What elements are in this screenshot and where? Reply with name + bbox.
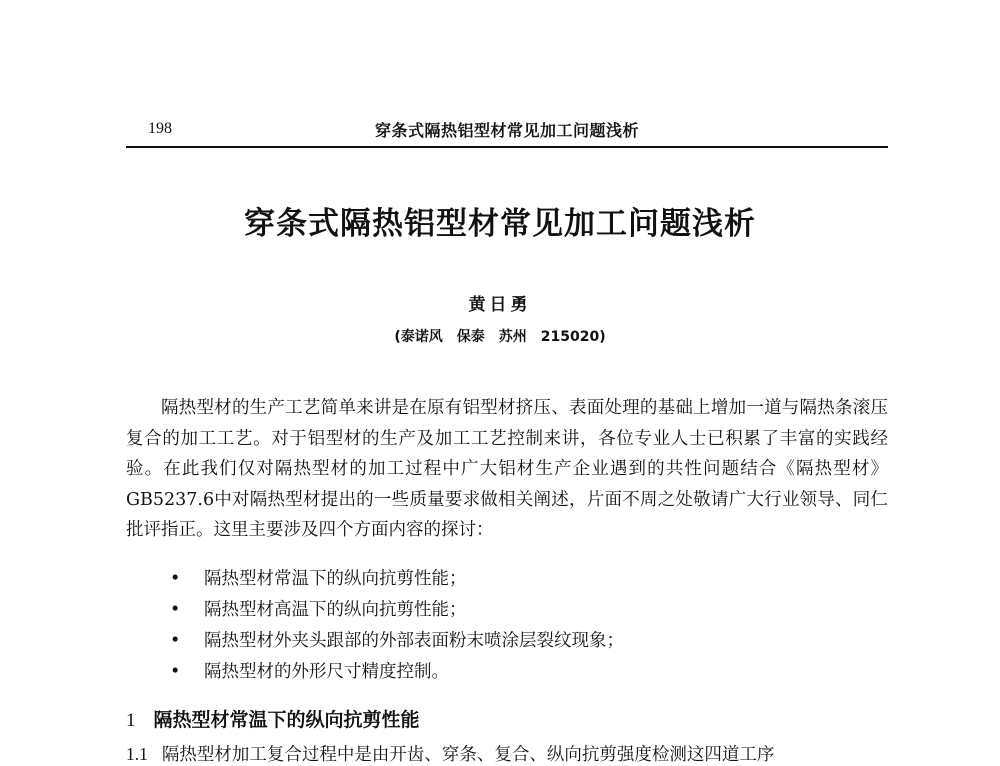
bullet-icon: • bbox=[170, 600, 181, 620]
article-title: 穿条式隔热铝型材常见加工问题浅析 bbox=[244, 206, 756, 242]
running-title: 穿条式隔热铝型材常见加工问题浅析 bbox=[374, 121, 639, 140]
topic-text: 隔热型材的外形尺寸精度控制。 bbox=[204, 662, 449, 682]
list-item bbox=[170, 626, 624, 657]
page-header bbox=[126, 118, 888, 148]
author-affiliation: (泰诺风 保泰 苏州 215020) bbox=[394, 329, 606, 345]
author-name: 黄日勇 bbox=[468, 295, 532, 315]
bullet-icon: • bbox=[170, 631, 181, 651]
list-item bbox=[170, 657, 624, 688]
bullet-icon: • bbox=[170, 662, 181, 682]
list-item bbox=[170, 564, 624, 595]
list-item bbox=[170, 595, 624, 626]
intro-paragraph: 隔热型材的生产工艺简单来讲是在原有铝型材挤压、表面处理的基础上增加一道与隔热条滚压复合的加工工艺。对于铝型材的生产及加工工艺控制来讲，各位专业人士已积累了丰富的实践经验。在此我们仅对隔热型材的加工过程中广大铝材生产企业遇到的共性问题结合《隔热型材》GB5237.6中对隔热型材提出的一些质量要求做相关阐述，片面不周之处敬请广大行业领导、同仁批评指正。这里主要涉及四个方面内容的探讨： bbox=[126, 398, 888, 540]
subsection-text: 隔热型材加工复合过程中是由开齿、穿条、复合、纵向抗剪强度检测这四道工序 bbox=[161, 745, 775, 765]
header-rule bbox=[126, 146, 888, 148]
subsection-line bbox=[126, 741, 774, 766]
subsection-number: 1.1 bbox=[126, 744, 148, 764]
bullet-icon: • bbox=[170, 569, 181, 589]
section-title: 隔热型材常温下的纵向抗剪性能 bbox=[153, 709, 420, 731]
topic-text: 隔热型材高温下的纵向抗剪性能； bbox=[204, 600, 467, 620]
topic-text: 隔热型材外夹头跟部的外部表面粉末喷涂层裂纹现象； bbox=[204, 631, 624, 651]
section-heading bbox=[126, 705, 420, 732]
topic-list bbox=[170, 564, 624, 688]
topic-text: 隔热型材常温下的纵向抗剪性能； bbox=[204, 569, 467, 589]
section-number: 1 bbox=[126, 710, 136, 731]
article-body bbox=[126, 393, 888, 546]
page-number: 198 bbox=[148, 120, 172, 137]
